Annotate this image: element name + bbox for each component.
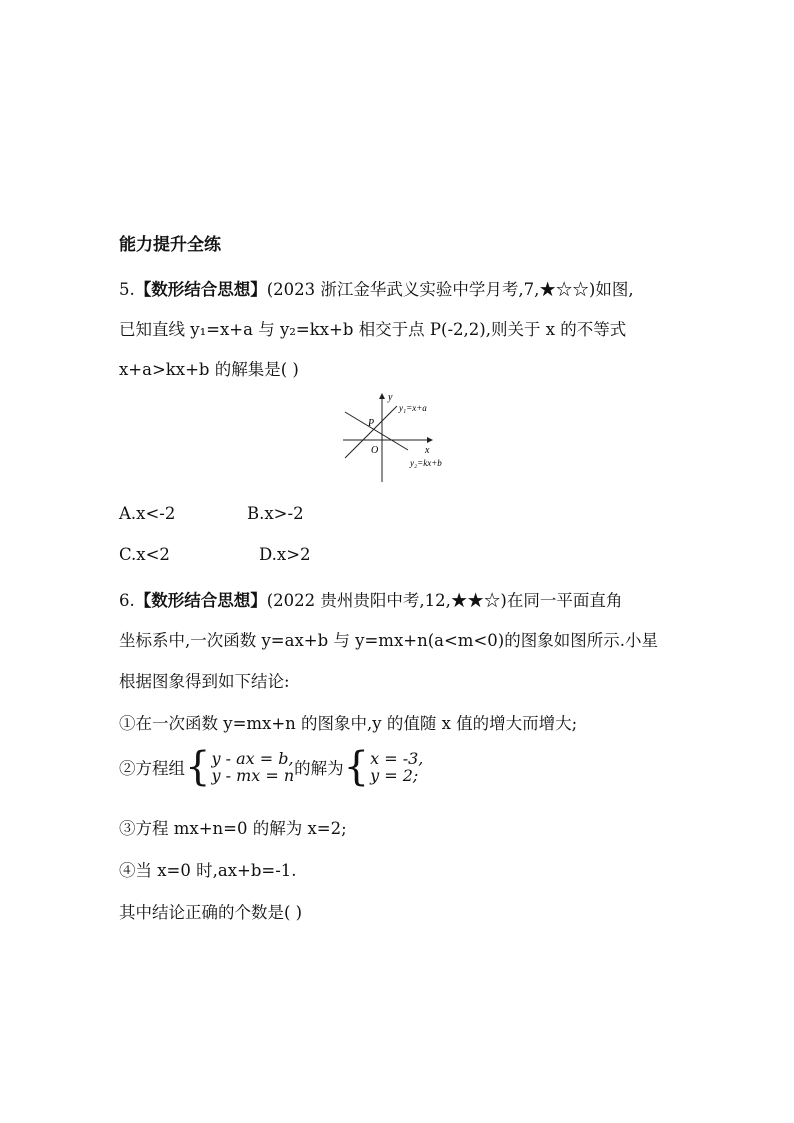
label-y: y [388, 392, 393, 403]
label-x: x [425, 445, 430, 456]
solution-x: x = -3, [370, 749, 424, 768]
q5-option-b: B.x>-2 [247, 504, 304, 523]
q6-source: (2022 贵州贵阳中考,12,★★☆)在同一平面直角 [266, 591, 623, 610]
left-brace: { [185, 744, 211, 790]
q6-number: 6. [119, 591, 135, 610]
q5-tag: 【数形结合思想】 [134, 280, 267, 299]
q6-line2: 坐标系中,一次函数 y=ax+b 与 y=mx+n(a<m<0)的图象如图所示.小星 [119, 631, 658, 650]
solution-y: y = 2; [370, 766, 419, 785]
c2-prefix: ②方程组 [119, 759, 185, 778]
q6-conclusion-1: ①在一次函数 y=mx+n 的图象中,y 的值随 x 值的增大而增大; [119, 714, 578, 733]
system-solution [343, 744, 424, 790]
q5-option-c: C.x<2 [119, 545, 170, 564]
label-y1: y₁=x+a [399, 403, 427, 413]
q5-option-d: D.x>2 [259, 545, 311, 564]
label-y2: y₂=kx+b [410, 458, 442, 468]
q6-line3: 根据图象得到如下结论: [119, 672, 290, 691]
system-eq1: y - ax = b, [211, 749, 294, 768]
q5-source: (2023 浙江金华武义实验中学月考,7,★☆☆)如图, [266, 280, 634, 299]
system-eq2: y - mx = n [211, 766, 295, 785]
section-title: 能力提升全练 [119, 235, 221, 255]
q5-line2: 已知直线 y₁=x+a 与 y₂=kx+b 相交于点 P(-2,2),则关于 x 的不等式 [119, 320, 627, 339]
q5-line3: x+a>kx+b 的解集是( ) [119, 360, 299, 379]
c2-mid: 的解为 [294, 759, 344, 778]
q6-question: 其中结论正确的个数是( ) [119, 903, 303, 922]
system-equations [185, 744, 295, 790]
left-brace-2: { [343, 744, 370, 790]
q6-conclusion-3: ③方程 mx+n=0 的解为 x=2; [119, 819, 347, 838]
q6-conclusion-4: ④当 x=0 时,ax+b=-1. [119, 861, 297, 880]
q6-line1 [119, 587, 622, 611]
q5-option-a: A.x<-2 [119, 504, 176, 523]
q5-line1 [119, 276, 634, 300]
label-o: O [371, 445, 379, 456]
q5-figure [335, 390, 465, 485]
label-p: P [368, 418, 375, 429]
q6-conclusion-2 [119, 744, 424, 790]
q5-number: 5. [119, 280, 135, 299]
q6-tag: 【数形结合思想】 [134, 591, 267, 610]
